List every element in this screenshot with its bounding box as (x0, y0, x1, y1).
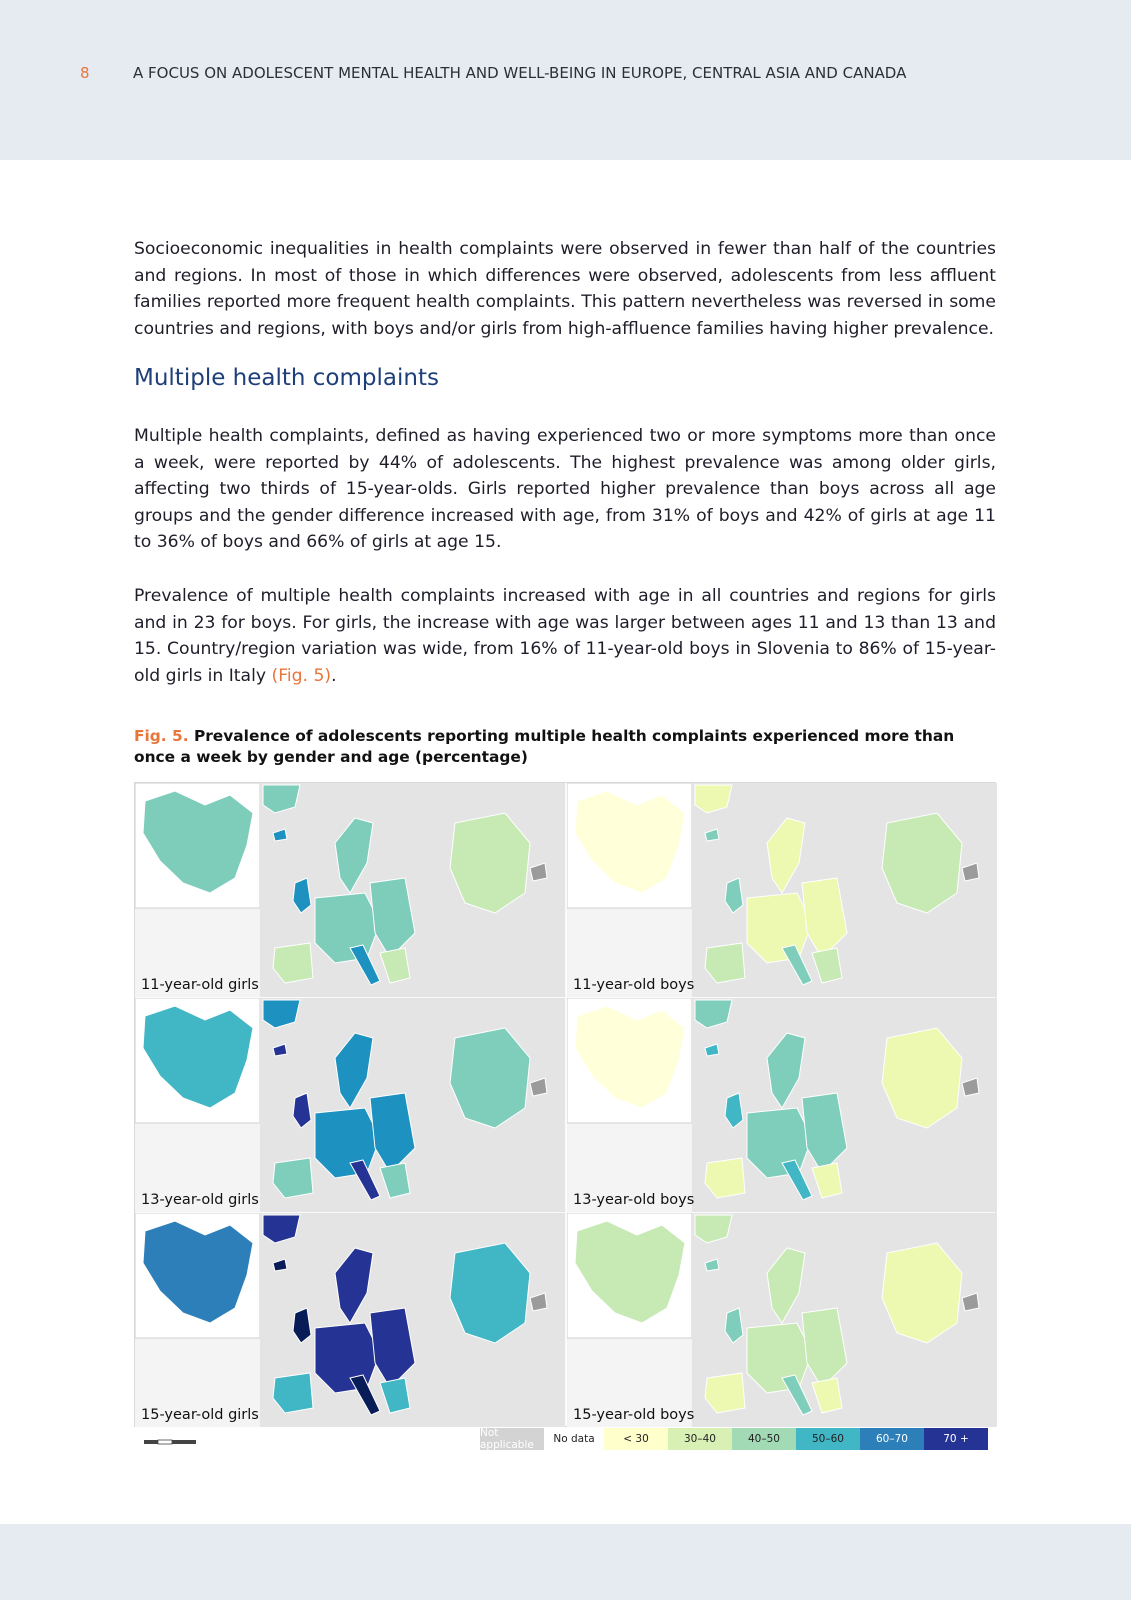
map-legend (480, 1428, 988, 1450)
intro-paragraph: Socioeconomic inequalities in health complaints were observed in fewer than half of the countries and regions. In most of those in which differences were observed, adolescents from less affluent families reported more frequent health complaints. This pattern nevertheless was reversed in some countries and regions, with boys and/or girls from high-affluence families having higher prevalence. (134, 239, 996, 339)
running-title: A FOCUS ON ADOLESCENT MENTAL HEALTH AND WELL-BEING IN EUROPE, CENTRAL ASIA AND CANADA (133, 64, 907, 82)
map-panel-label: 11-year-old boys (573, 977, 695, 993)
map-panel-label: 15-year-old girls (141, 1407, 259, 1423)
legend-item: 70 + (924, 1428, 988, 1450)
figure-caption (134, 726, 964, 768)
section-heading: Multiple health complaints (134, 365, 439, 391)
figure-map-grid (134, 782, 996, 1427)
figure-reference-link[interactable]: (Fig. 5) (271, 665, 332, 686)
legend-item: No data (544, 1428, 604, 1450)
figure-caption-text: Prevalence of adolescents reporting multiple health complaints experienced more than once a week by gender and age (percentage) (134, 727, 955, 766)
legend-item: 60–70 (860, 1428, 924, 1450)
legend-item: 30–40 (668, 1428, 732, 1450)
map-scale-bar (142, 1434, 200, 1446)
map-panel (135, 1213, 565, 1427)
choropleth-map (567, 1213, 997, 1427)
map-panel-label: 13-year-old girls (141, 1192, 259, 1208)
figure-label: Fig. 5. (134, 727, 189, 745)
choropleth-map (567, 783, 997, 997)
footer-band (0, 1524, 1131, 1600)
map-panel-label: 15-year-old boys (573, 1407, 695, 1423)
paragraph-prevalence-overview: Multiple health complaints, defined as having experienced two or more symptoms more than once a week, were reported by 44% of adolescents. The highest prevalence was among older girls, affecting two thirds of 15-year-olds. Girls reported higher prevalence than boys across all age groups and the gender difference increased with age, from 31% of boys and 42% of girls at age 11 to 36% of boys and 66% of girls at age 15. (134, 426, 996, 552)
legend-item: 50–60 (796, 1428, 860, 1450)
map-panel (567, 1213, 997, 1427)
legend-item: Not applicable (480, 1428, 544, 1450)
choropleth-map (135, 998, 565, 1212)
legend-item: < 30 (604, 1428, 668, 1450)
page-number: 8 (80, 64, 90, 82)
map-panel (567, 998, 997, 1212)
paragraph-text: Prevalence of multiple health complaints increased with age in all countries and regions for girls and in 23 for boys. For girls, the increase with age was larger between ages 11 and 13 than 13 and 15. Country/region variation was wide, from 16% of 11-year-old boys in Slovenia to 86% of 15-year-old girls in Italy (134, 586, 996, 686)
map-panel (567, 783, 997, 997)
choropleth-map (135, 1213, 565, 1427)
choropleth-map (135, 783, 565, 997)
map-panel (135, 783, 565, 997)
map-panel-label: 13-year-old boys (573, 1192, 695, 1208)
choropleth-map (567, 998, 997, 1212)
paragraph-country-variation (134, 583, 996, 689)
map-panel (135, 998, 565, 1212)
legend-item: 40–50 (732, 1428, 796, 1450)
map-panel-label: 11-year-old girls (141, 977, 259, 993)
paragraph-end: . (331, 665, 337, 686)
